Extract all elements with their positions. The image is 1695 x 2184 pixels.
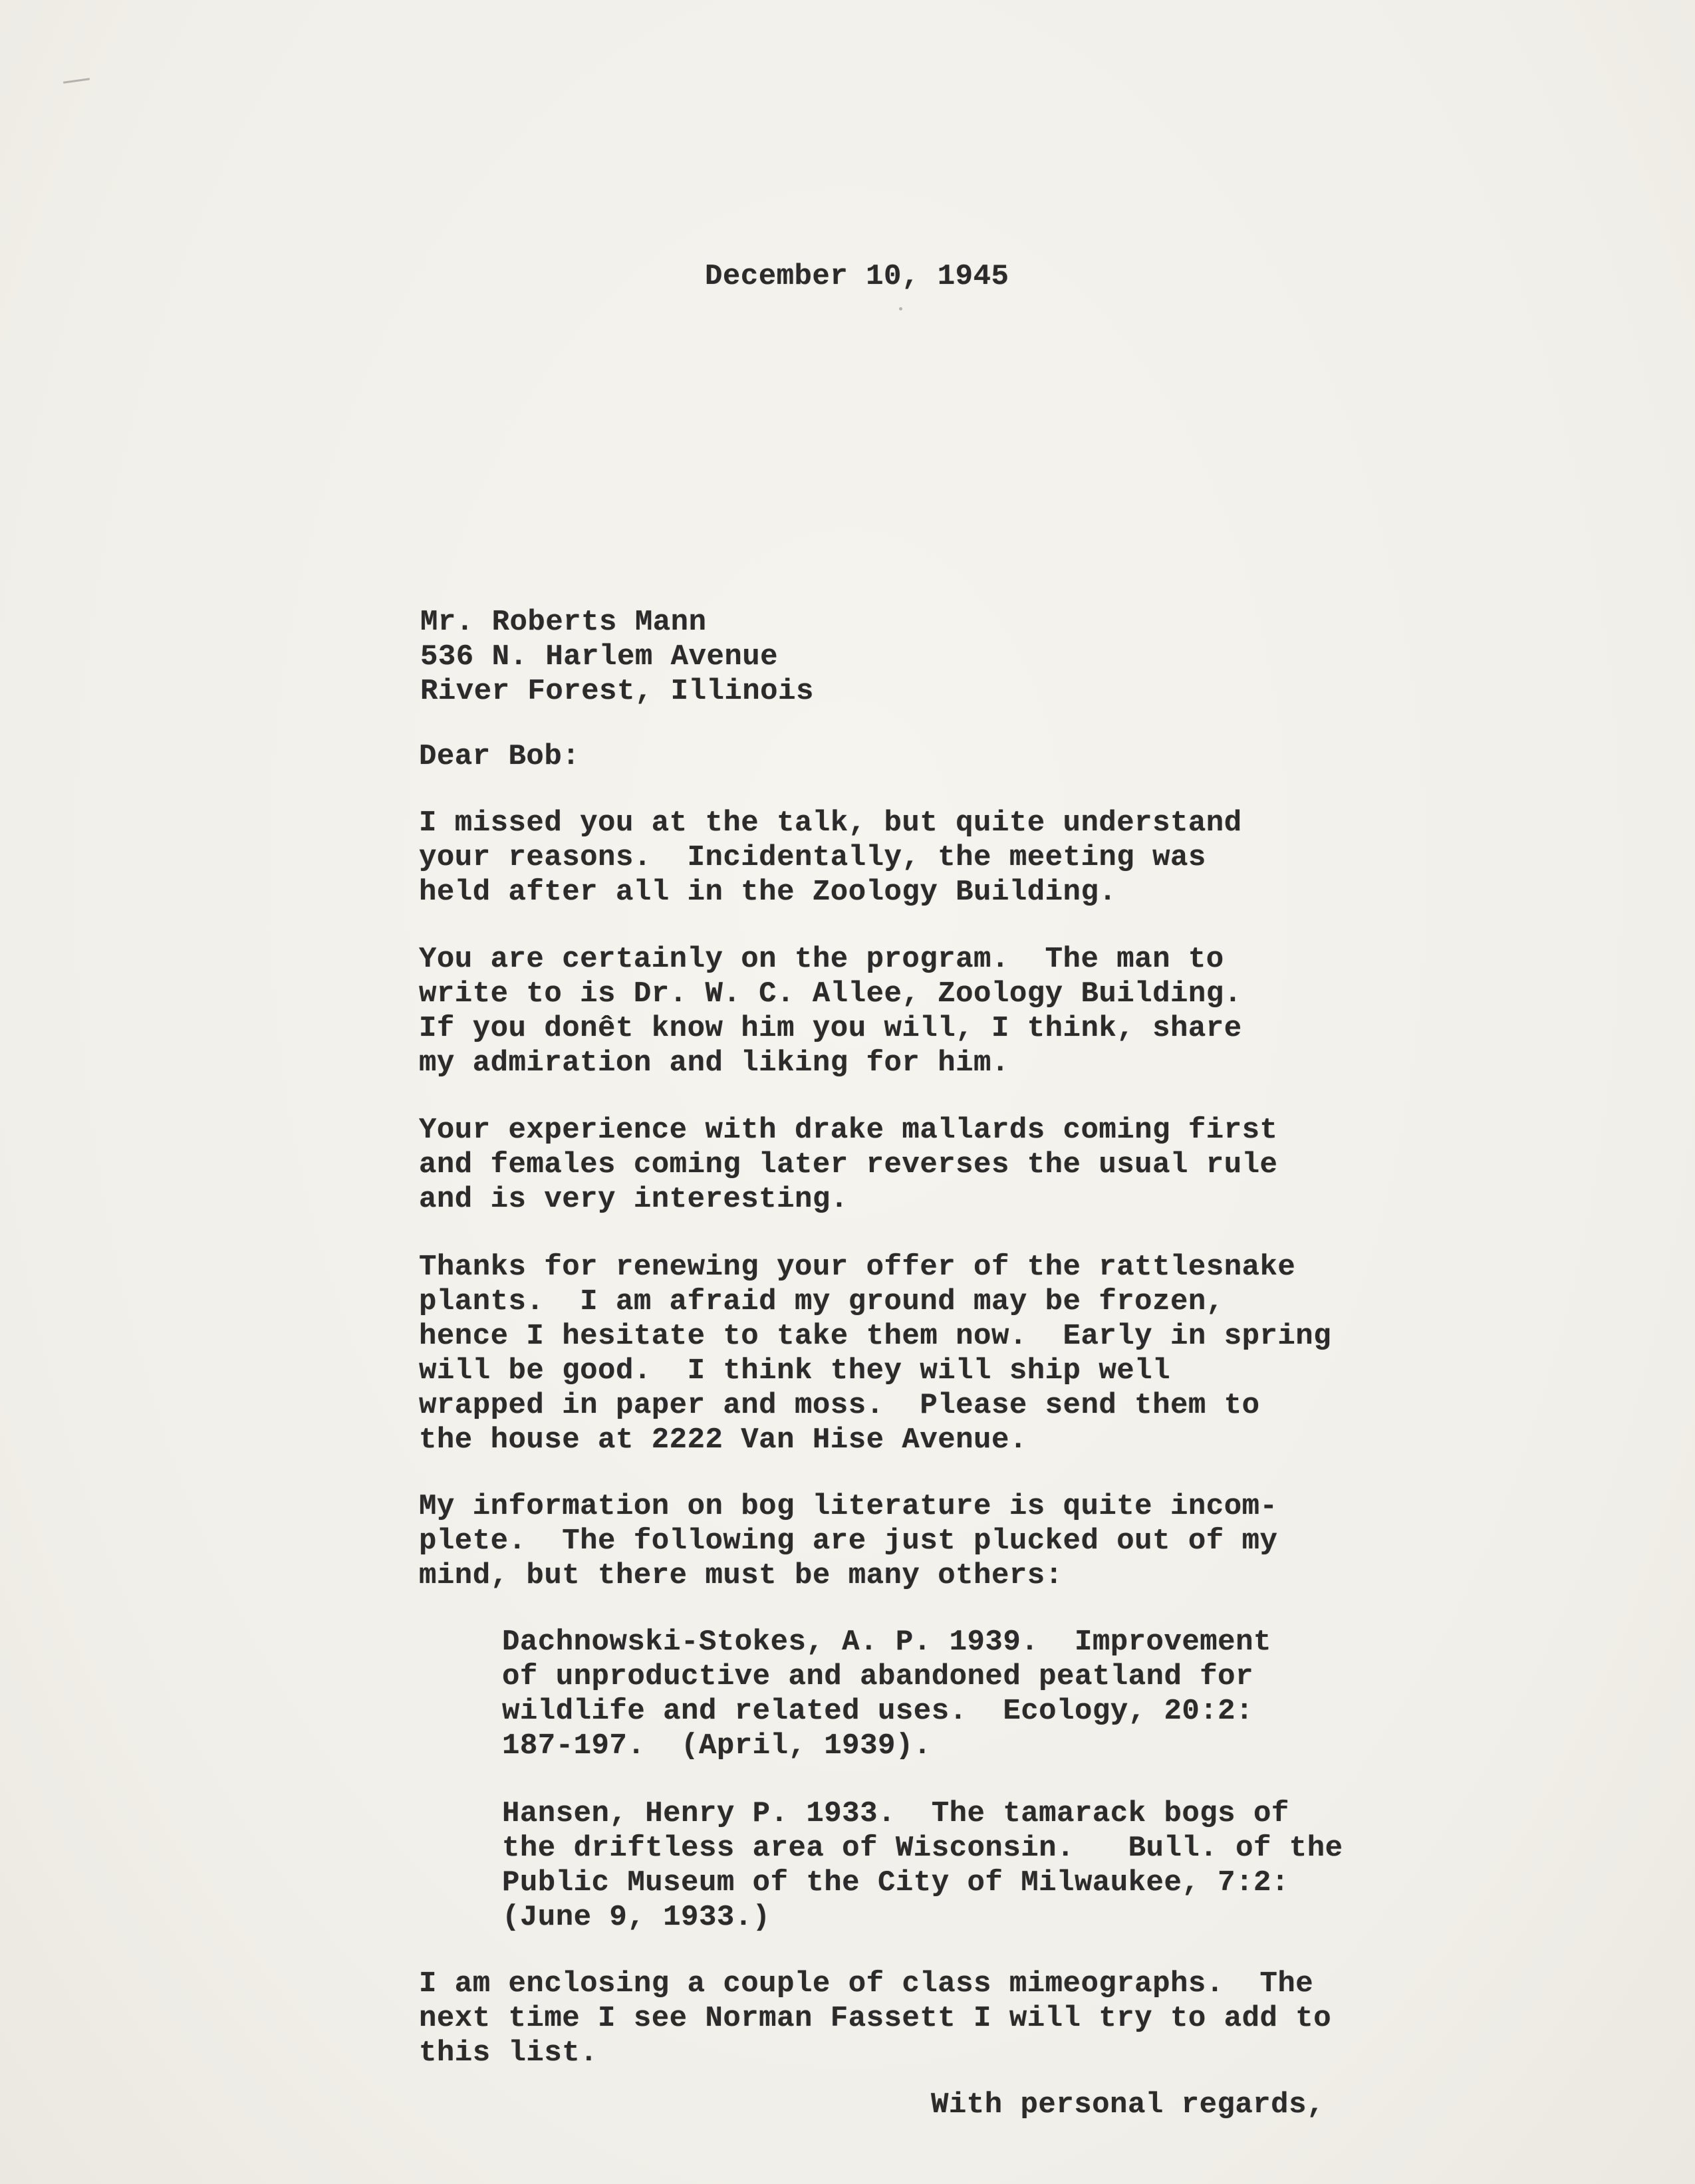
paragraph-line: mind, but there must be many others: bbox=[419, 1559, 1063, 1592]
paragraph-line: I missed you at the talk, but quite understand bbox=[419, 806, 1242, 840]
paragraph-line: You are certainly on the program. The man to bbox=[419, 943, 1224, 976]
paragraph-line: I am enclosing a couple of class mimeographs. The bbox=[419, 1967, 1314, 2001]
paragraph-line: wrapped in paper and moss. Please send them to bbox=[419, 1389, 1260, 1422]
paragraph-line: and is very interesting. bbox=[419, 1183, 848, 1216]
citation-line: Hansen, Henry P. 1933. The tamarack bogs of bbox=[502, 1797, 1289, 1830]
paragraph-line: plants. I am afraid my ground may be frozen, bbox=[419, 1285, 1224, 1318]
paragraph-line: Thanks for renewing your offer of the rattlesnake bbox=[419, 1251, 1296, 1284]
address-line: 536 N. Harlem Avenue bbox=[420, 640, 779, 673]
citation-line: Public Museum of the City of Milwaukee, 7:2: bbox=[502, 1866, 1289, 1899]
scan-mark bbox=[63, 78, 90, 84]
citation-line: Dachnowski-Stokes, A. P. 1939. Improvement bbox=[502, 1626, 1271, 1659]
address-line: Mr. Roberts Mann bbox=[420, 606, 707, 639]
citation-line: 187-197. (April, 1939). bbox=[502, 1729, 932, 1762]
citation-line: of unproductive and abandoned peatland for bbox=[502, 1660, 1253, 1693]
paragraph-line: next time I see Norman Fassett I will try to add to bbox=[419, 2002, 1332, 2035]
citation-line: the driftless area of Wisconsin. Bull. of the bbox=[502, 1832, 1343, 1865]
paragraph-line: will be good. I think they will ship well bbox=[419, 1354, 1170, 1388]
paragraph-line: Your experience with drake mallards coming first bbox=[419, 1114, 1278, 1147]
citation-line: (June 9, 1933.) bbox=[502, 1901, 771, 1934]
paragraph-line: If you donêt know him you will, I think, share bbox=[419, 1012, 1242, 1045]
letter-date: December 10, 1945 bbox=[705, 260, 1009, 293]
salutation: Dear Bob: bbox=[419, 740, 581, 773]
paragraph-line: write to is Dr. W. C. Allee, Zoology Building. bbox=[419, 977, 1242, 1011]
paragraph-line: your reasons. Incidentally, the meeting was bbox=[419, 841, 1206, 874]
citation-line: wildlife and related uses. Ecology, 20:2: bbox=[502, 1695, 1253, 1728]
paragraph-line: this list. bbox=[419, 2036, 598, 2070]
complimentary-close: With personal regards, bbox=[931, 2088, 1325, 2122]
paragraph-line: the house at 2222 Van Hise Avenue. bbox=[419, 1423, 1027, 1457]
address-line: River Forest, Illinois bbox=[420, 675, 814, 708]
paragraph-line: My information on bog literature is quite incom- bbox=[419, 1490, 1278, 1523]
paragraph-line: my admiration and liking for him. bbox=[419, 1046, 1009, 1080]
paragraph-line: and females coming later reverses the usual rule bbox=[419, 1148, 1278, 1181]
paragraph-line: plete. The following are just plucked out of my bbox=[419, 1524, 1278, 1558]
paragraph-line: held after all in the Zoology Building. bbox=[419, 876, 1117, 909]
paragraph-line: hence I hesitate to take them now. Early in spring bbox=[419, 1320, 1332, 1353]
scan-mark bbox=[899, 307, 902, 310]
